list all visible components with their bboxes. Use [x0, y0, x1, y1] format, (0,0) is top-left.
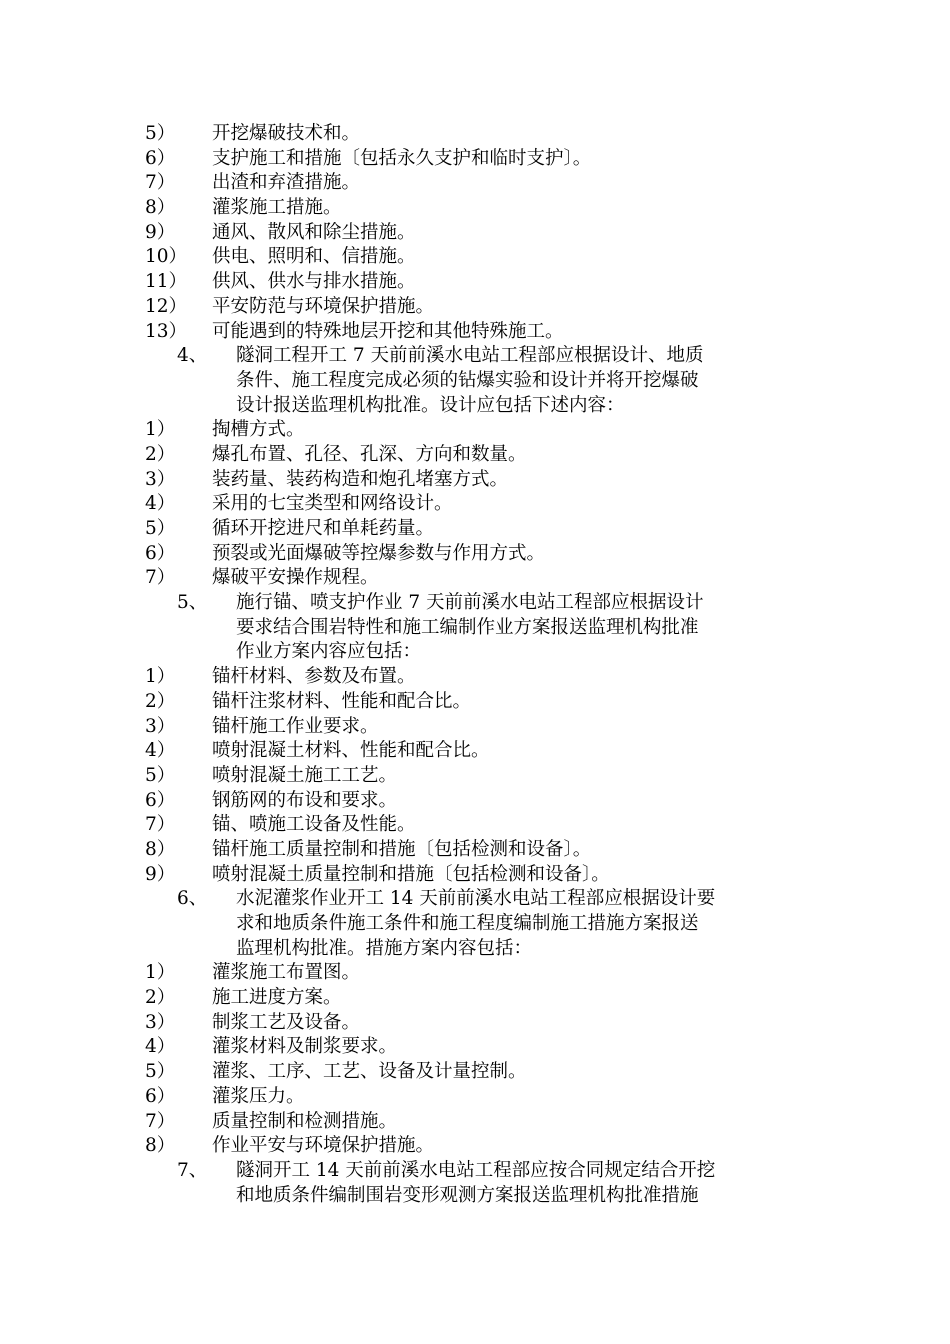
item-text: 制浆工艺及设备。	[212, 1011, 361, 1033]
item-number: 7、	[177, 1159, 208, 1181]
item-number: 7）	[145, 172, 176, 194]
list-item	[145, 468, 815, 493]
item-number: 7）	[145, 567, 176, 589]
item-text: 隧洞开工 14 天前前溪水电站工程部应按合同规定结合开挖	[236, 1159, 716, 1181]
item-number: 4、	[177, 345, 208, 367]
item-number: 1）	[145, 962, 176, 984]
item-number: 6）	[145, 147, 176, 169]
item-number: 12）	[145, 295, 188, 317]
list-item	[145, 764, 815, 789]
list-item	[145, 492, 815, 517]
item-text: 锚、喷施工设备及性能。	[212, 814, 416, 836]
item-number: 6）	[145, 542, 176, 564]
item-number: 4）	[145, 493, 176, 515]
item-text: 施工进度方案。	[212, 987, 342, 1009]
list-item	[145, 122, 815, 147]
section-heading	[145, 1159, 815, 1184]
item-text: 喷射混凝土施工工艺。	[212, 764, 398, 786]
list-item	[145, 1085, 815, 1110]
continuation-line	[145, 937, 815, 962]
list-item	[145, 813, 815, 838]
item-number: 5、	[177, 592, 208, 614]
item-number: 3）	[145, 715, 176, 737]
item-number: 8）	[145, 197, 176, 219]
item-number: 9）	[145, 221, 176, 243]
item-text: 条件、施工程度完成必须的钻爆实验和设计并将开挖爆破	[236, 369, 699, 391]
item-text: 供电、照明和、信措施。	[212, 246, 416, 268]
list-item	[145, 739, 815, 764]
item-number: 1）	[145, 419, 176, 441]
continuation-line	[145, 616, 815, 641]
list-item	[145, 270, 815, 295]
item-text: 设计报送监理机构批准。设计应包括下述内容：	[236, 394, 625, 416]
list-item	[145, 418, 815, 443]
list-item	[145, 838, 815, 863]
item-number: 5）	[145, 123, 176, 144]
item-text: 灌浆施工措施。	[212, 197, 342, 219]
list-item	[145, 863, 815, 888]
item-text: 灌浆、工序、工艺、设备及计量控制。	[212, 1061, 527, 1083]
item-number: 1）	[145, 666, 176, 688]
list-item	[145, 443, 815, 468]
list-item	[145, 245, 815, 270]
continuation-line	[145, 394, 815, 419]
item-text: 爆孔布置、孔径、孔深、方向和数量。	[212, 443, 527, 465]
item-text: 施行锚、喷支护作业 7 天前前溪水电站工程部应根据设计	[236, 592, 704, 614]
item-text: 可能遇到的特殊地层开挖和其他特殊施工。	[212, 320, 564, 342]
item-text: 灌浆压力。	[212, 1085, 305, 1107]
item-number: 3）	[145, 468, 176, 490]
item-text: 循环开挖进尺和单耗药量。	[212, 518, 435, 539]
item-text: 水泥灌浆作业开工 14 天前前溪水电站工程部应根据设计要	[236, 888, 716, 910]
item-text: 监理机构批准。措施方案内容包括：	[236, 937, 533, 959]
continuation-line	[145, 912, 815, 937]
item-number: 6）	[145, 789, 176, 811]
item-text: 装药量、装药构造和炮孔堵塞方式。	[212, 468, 509, 490]
item-text: 锚杆施工质量控制和措施〔包括检测和设备〕。	[212, 838, 592, 860]
item-text: 爆破平安操作规程。	[212, 567, 379, 589]
document-body	[145, 122, 815, 1208]
item-text: 平安防范与环境保护措施。	[212, 295, 435, 317]
list-item	[145, 147, 815, 172]
item-text: 通风、散风和除尘措施。	[212, 221, 416, 243]
list-item	[145, 542, 815, 567]
item-text: 作业方案内容应包括：	[236, 641, 422, 663]
item-number: 6、	[177, 888, 208, 910]
item-text: 供风、供水与排水措施。	[212, 271, 416, 293]
continuation-line	[145, 640, 815, 665]
item-number: 6）	[145, 1085, 176, 1107]
item-number: 2）	[145, 690, 176, 712]
item-text: 预裂或光面爆破等控爆参数与作用方式。	[212, 542, 546, 564]
list-item	[145, 986, 815, 1011]
list-item	[145, 320, 815, 345]
list-item	[145, 1035, 815, 1060]
list-item	[145, 566, 815, 591]
item-number: 8）	[145, 1135, 176, 1157]
item-text: 采用的七宝类型和网络设计。	[212, 493, 453, 515]
list-item	[145, 715, 815, 740]
item-text: 出渣和弃渣措施。	[212, 172, 361, 194]
item-number: 4）	[145, 1036, 176, 1058]
item-number: 2）	[145, 987, 176, 1009]
item-text: 掏槽方式。	[212, 419, 305, 441]
item-number: 7）	[145, 1110, 176, 1132]
item-number: 10）	[145, 246, 188, 268]
item-text: 支护施工和措施〔包括永久支护和临时支护〕。	[212, 147, 592, 169]
list-item	[145, 1011, 815, 1036]
item-number: 8）	[145, 838, 176, 860]
section-heading	[145, 344, 815, 369]
item-text: 钢筋网的布设和要求。	[212, 789, 398, 811]
item-number: 11）	[145, 271, 188, 293]
item-number: 5）	[145, 518, 176, 539]
item-text: 喷射混凝土质量控制和措施〔包括检测和设备〕。	[212, 863, 610, 885]
item-text: 灌浆材料及制浆要求。	[212, 1036, 398, 1058]
item-text: 和地质条件编制围岩变形观测方案报送监理机构批准措施	[236, 1184, 699, 1206]
item-number: 4）	[145, 740, 176, 762]
list-item	[145, 690, 815, 715]
list-item	[145, 1060, 815, 1085]
list-item	[145, 171, 815, 196]
continuation-line	[145, 369, 815, 394]
item-number: 9）	[145, 863, 176, 885]
list-item	[145, 1110, 815, 1135]
continuation-line	[145, 1184, 815, 1209]
item-number: 5）	[145, 764, 176, 786]
item-text: 锚杆材料、参数及布置。	[212, 666, 416, 688]
item-text: 作业平安与环境保护措施。	[212, 1135, 435, 1157]
list-item	[145, 961, 815, 986]
list-item	[145, 517, 815, 542]
list-item	[145, 1134, 815, 1159]
item-text: 灌浆施工布置图。	[212, 962, 361, 984]
list-item	[145, 665, 815, 690]
item-text: 锚杆注浆材料、性能和配合比。	[212, 690, 472, 712]
item-number: 3）	[145, 1011, 176, 1033]
item-text: 锚杆施工作业要求。	[212, 715, 379, 737]
list-item	[145, 196, 815, 221]
item-number: 2）	[145, 443, 176, 465]
item-number: 7）	[145, 814, 176, 836]
item-text: 求和地质条件施工条件和施工程度编制施工措施方案报送	[236, 913, 699, 934]
item-text: 隧洞工程开工 7 天前前溪水电站工程部应根据设计、地质	[236, 345, 704, 367]
item-text: 喷射混凝土材料、性能和配合比。	[212, 740, 490, 762]
item-text: 开挖爆破技术和。	[212, 123, 361, 144]
item-text: 要求结合围岩特性和施工编制作业方案报送监理机构批准	[236, 616, 699, 638]
section-heading	[145, 591, 815, 616]
list-item	[145, 221, 815, 246]
item-text: 质量控制和检测措施。	[212, 1110, 398, 1132]
section-heading	[145, 887, 815, 912]
item-number: 5）	[145, 1061, 176, 1083]
list-item	[145, 789, 815, 814]
item-number: 13）	[145, 320, 188, 342]
list-item	[145, 295, 815, 320]
